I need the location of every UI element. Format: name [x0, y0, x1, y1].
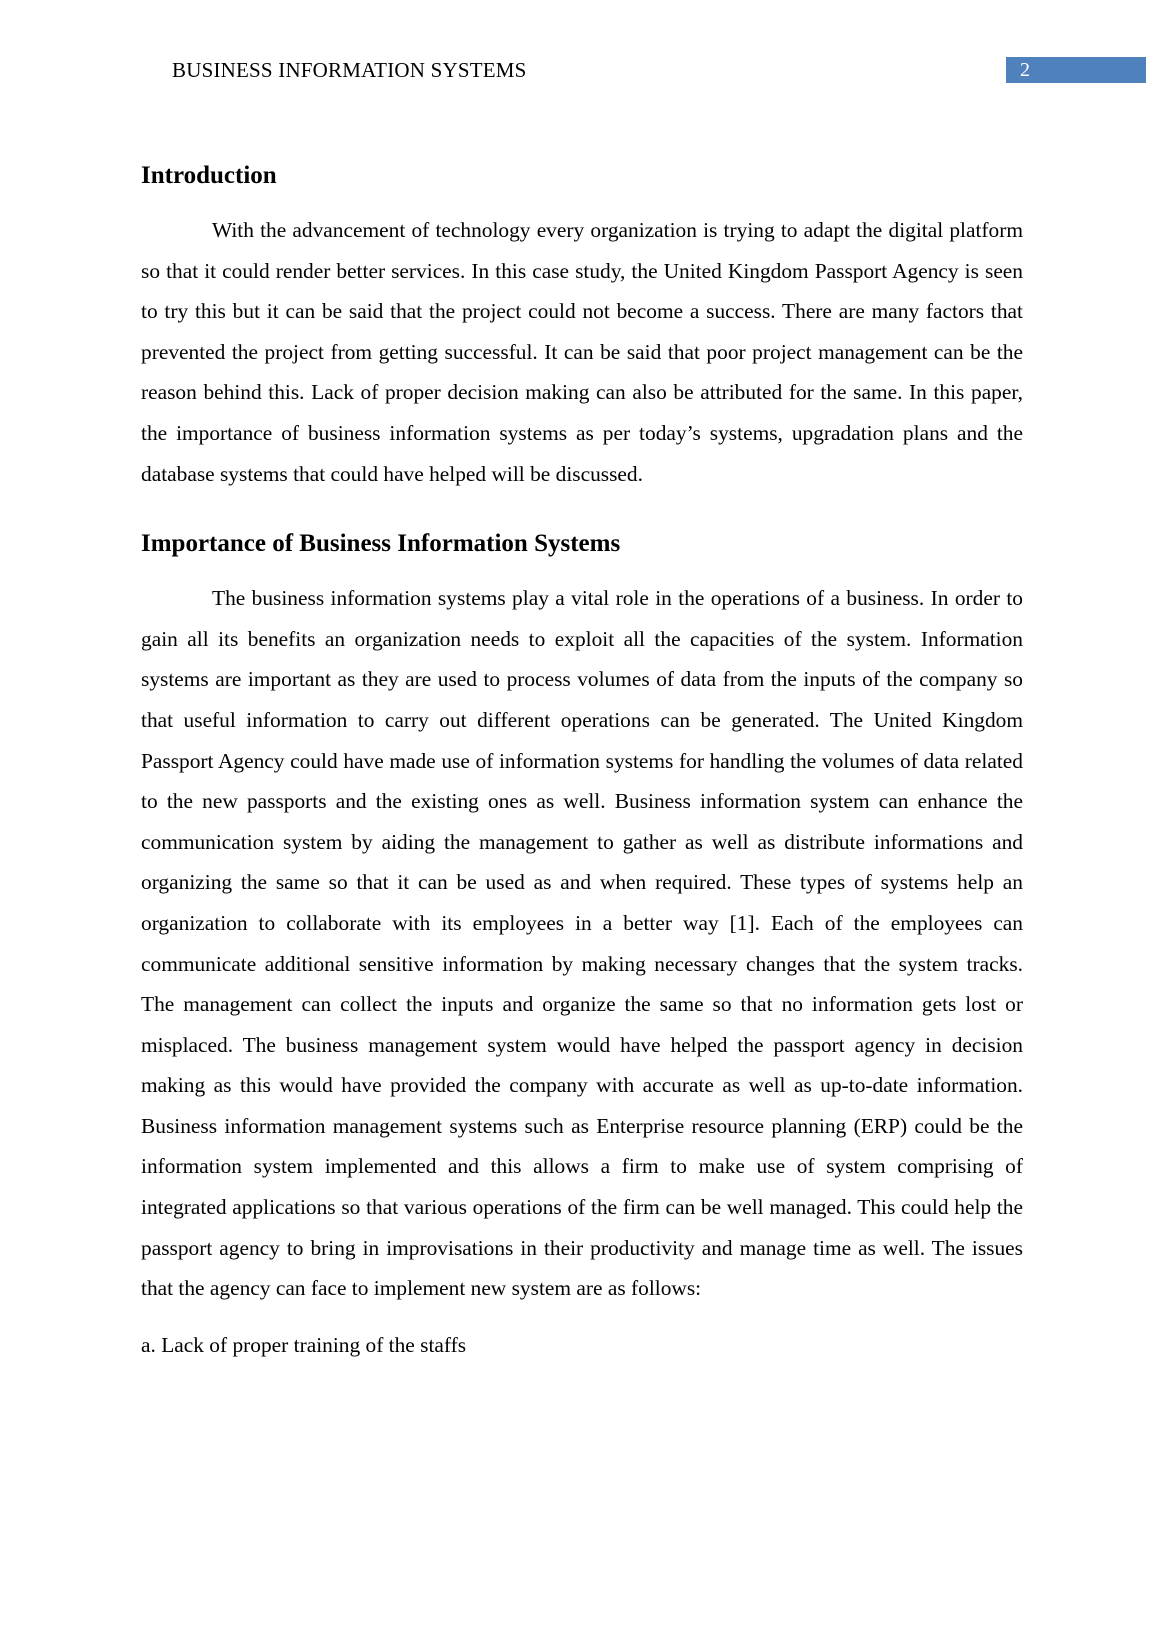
importance-paragraph: The business information systems play a vital role in the operations of a business. In order to gain all its benefits an organization needs to exploit all the capacities of the system. Information systems are important as they are used to process volumes of data from the inputs of the company so that useful information to carry out different operations can be generated. The United Kingdom Passport Agency could have made use of information systems for handling the volumes of data related to the new passports and the existing ones as well. Business information system can enhance the communication system by aiding the management to gather as well as distribute informations and organizing the same so that it can be used as and when required. These types of systems help an organization to collaborate with its employees in a better way [1]. Each of the employees can communicate additional sensitive information by making necessary changes that the system tracks. The management can collect the inputs and organize the same so that no information gets lost or misplaced. The business management system would have helped the passport agency in decision making as this would have provided the company with accurate as well as up-to-date information. Business information management systems such as Enterprise resource planning (ERP) could be the information system implemented and this allows a firm to make use of system comprising of integrated applications so that various operations of the firm can be well managed. This could help the passport agency to bring in improvisations in their productivity and manage time as well. The issues that the agency can face to implement new system are as follows: — [141, 586, 1023, 1301]
introduction-paragraph: With the advancement of technology every organization is trying to adapt the digital platform so that it could render better services. In this case study, the United Kingdom Passport Agency is seen to try this but it can be said that the project could not become a success. There are many factors that prevented the project from getting successful. It can be said that poor project management can be the reason behind this. Lack of proper decision making can also be attributed for the same. In this paper, the importance of business information systems as per today’s systems, upgradation plans and the database systems that could have helped will be discussed. — [141, 218, 1023, 486]
running-head-title: BUSINESS INFORMATION SYSTEMS — [172, 58, 527, 82]
section-heading-importance: Importance of Business Information Systems — [141, 530, 621, 558]
section-heading-introduction: Introduction — [141, 162, 277, 189]
document-body — [141, 160, 1023, 1365]
page-number-badge — [1006, 57, 1146, 83]
list-item: a. Lack of proper training of the staffs — [141, 1332, 467, 1357]
page-number: 2 — [1020, 59, 1030, 81]
